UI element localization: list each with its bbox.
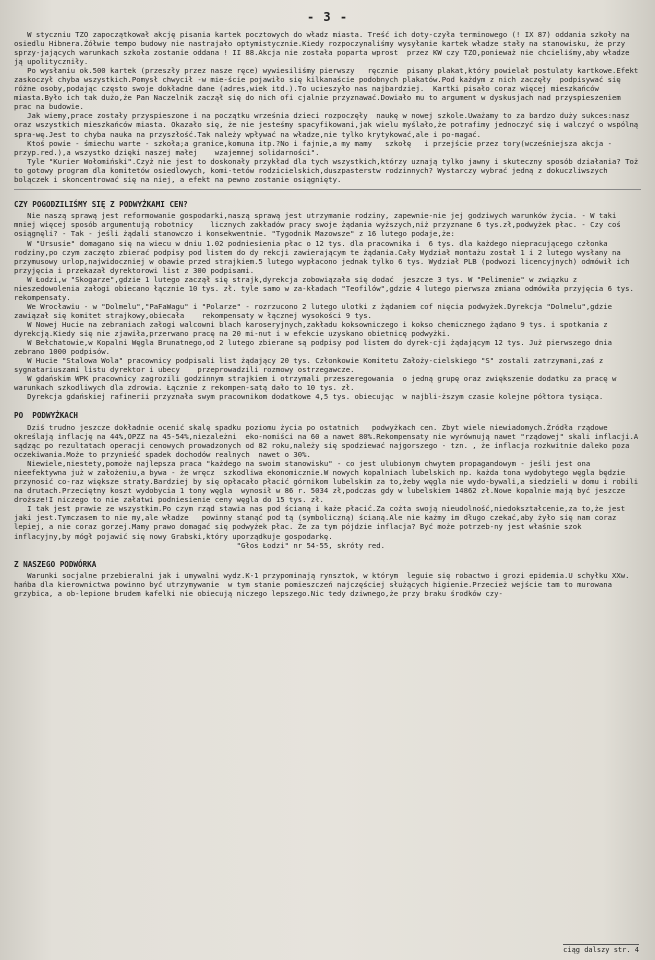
paragraph: Warunki socjalne przebieralni jak i umywalni wydz.K-1 przypominają rynsztok, w którym leguie się robactwo i grozi epidemia.U schyłku XXw. hańba dla kierownictwa powinno być utrzymywanie w tym stanie pomieszczeń najczęściej służących higienie.Przecież wejście tam to murowana grzybica, a ob-lepione brudem kafelki nie obiecują niczego lepszego.Nic tedy dziwnego,że przy braku środków czy- xyxy=(14,571,634,599)
paragraph: W Nowej Hucie na zebraniach załogi walcowni blach karoseryjnych,zakładu koksowniczego i kokso chemicznego żądano 9 tys. i spotkania z dyrekcją.Kiedy się nie zjawiła,przerwano pracę na 20 mi-nut i w efekcie uzyskano obietnicę podwyżki. xyxy=(14,319,613,338)
section-heading: CZY POGODZILIŚMY SIĘ Z PODWYŻKAMI CEN? xyxy=(14,199,188,209)
paragraph: I tak jest prawie ze wszystkim.Po czym rząd stawia nas pod ścianą i każe płacić.Za cożta swoją nieudolność,niedokształcenie,za to,że jest jaki jest.Tymczasem to nie my,ale władze powinny stanąć pod tą (symboliczną) ścianą.Ale nie każmy im długo czekać,aby żyło się nam coraz lepiej, a nie coraz gorzej.Mamy prawo domagać się podwyżek płac. Że za tym pójdzie inflacja? Być może potrzeb-ny jest właśnie szok inflacyjny,by mógł pojawić się nowy Grabski,który uporządkuje gospodarkę. xyxy=(14,504,630,541)
paragraph: We Wrocławiu - w "Dolmelu","PaFaWagu" i "Polarze" - rozrzucono 2 lutego ulotki z żądaniem cof nięcia podwyżek.Dyrekcja "Dolmelu",gdzie zawiązał się komitet strajkowy,obiecała rekompensaty w łącznej wysokości 9 tys. xyxy=(14,301,617,320)
paragraph: W Bełchatowie,w Kopalni Węgla Brunatnego,od 2 lutego zbierane są podpisy pod listem do dyrek-cji żądającym 12 tys. Już pierwszego dnia zebrano 1000 podpisów. xyxy=(14,338,617,357)
paragraph: Dziś trudno jeszcze dokładnie ocenić skalę spadku poziomu życia po ostatnich podwyżkach cen. Zbyt wiele niewiadomych.Źródła rządowe określają inflację na 44%,OPZZ na 45-54%,niezależni eko-nomiści na 60 a nawet 80%.Rekompensaty nie wyrównują nawet "rządowej" skali inflacji.A sądząc po rezultatach operacji cenowych prowadzonych od 82 roku,należy się spodziewać najgorszego - tzn. , że inflacja rozkwitnie daleko poza oczekiwania.Może to przynieść spadek dochodów realnych nawet o 30%. xyxy=(14,422,643,460)
paragraph: Ktoś powie - śmiechu warte - szkoła;a granice,komuna itp.?No i fajnie,a my mamy szkołę i przejście przez tory(wcześniejsza akcja - przyp.red.),a wszystko dzięki naszej małej wzajemnej solidarności". xyxy=(14,138,617,157)
paragraph: W gdańskim WPK pracownicy zagrozili godzinnym strajkiem i otrzymali przeszeregowania o jedną grupę oraz zwiększenie dodatku za pracę w warunkach szkodliwych dla zdrowia. Łącznie z rekompen-satą dało to 10 tys. zł. xyxy=(14,374,621,393)
section-heading: Z NASZEGO PODWÓRKA xyxy=(14,559,97,569)
paragraph: Dyrekcja gdańskiej rafinerii przyznała swym pracownikom dodatkowe 4,5 tys. obiecując w najbli-ższym czasie kolejne półtora tysiąca. xyxy=(14,392,604,402)
section-after-raises xyxy=(14,411,641,549)
section-divider xyxy=(14,189,641,190)
section-price-raises xyxy=(14,200,641,402)
paragraph: Nie naszą sprawą jest reformowanie gospodarki,naszą sprawą jest utrzymanie rodziny, zapewnie-nie jej godziwych warunków życia. - W taki mniej więcej sposób argumentują robotnicy licznych zakładów pracy swoje żądania wyższych,niż przyznane 6 tys.zł,podwyżek płac. - Czy coś osiągnęli? - Tak - jeśli żądali stanowczo i konsekwentnie. "Tygodnik Mazowsze" z 16 lutego podaje,że: xyxy=(14,211,626,239)
source-attribution: "Głos Łodzi" nr 54-55, skróty red. xyxy=(14,540,386,550)
intro-article xyxy=(14,30,641,184)
paragraph: Tyle "Kurier Wołomiński".Czyż nie jest to doskonały przykład dla tych wszystkich,którzy uznają tylko jawny i skuteczny sposób działania? Toż to gotowy program dla komitetów osiedlowych, komi-tetów rodzicielskich,duszpasterstw rodzinnych? Wystarczy wybrać jedną z dokuczliwszych bolączek i skoncentrować się na niej, a efekt na pewno zostanie osiągnięty. xyxy=(14,156,643,184)
paragraph: W styczniu TZO zapoczątkował akcję pisania kartek pocztowych do władz miasta. Treść ich doty-czyła terminowego (! IX 87) oddania szkoły na osiedlu Hibnera.Żółwie tempo budowy nie nastrajało optymistycznie.Kiedy rozpoczynaliśmy wysyłanie kartek władze stały na stanowisku, że przy sprzy-jających warunkach szkoła zostanie oddana ! II 88.Akcja nie została poparta wprost przez KW czy TZO,ponieważ nie chcieliśmy,aby władze ją upolityczniły. xyxy=(14,30,634,67)
section-heading: PO PODWYŻKACH xyxy=(14,411,79,421)
paragraph: Po wysłaniu ok.500 kartek (przeszły przez nasze ręce) wywiesiliśmy pierwszy ręcznie pisany plakat,który powielał postulaty kartkowe.Efekt zaskoczył chyba wszystkich.Pomysł chwycił -w mie-ście pojawiło się kilkanaście podobnych plakatów.Pod każdym z nich zaczęły podpisywać się różne osoby,podając często swoje dokładne dane (adres,wiek itd.).To ucieszyło nas najbardziej. Kartki pisało coraz więcej mieszkańców miasta.Było ich tak dużo,że Pan Naczelnik zaczął się do nich ofi cjalnie przyznawać.Dowiało mu to argument w dyskusjach nad przyspieszeniem prac na budowie. xyxy=(14,66,643,112)
continuation-note: ciąg dalszy str. 4 xyxy=(563,946,639,954)
paragraph: W "Ursusie" domagano się na wiecu w dniu 1.02 podniesienia płac o 12 tys. dla pracownika i 6 tys. dla każdego niepracującego członka rodziny,po czym zaczęto zbierać podpisy pod listem do dy rekcji zawierającym te żądania.Cały Wydział montażu został 1 i 2 lutego wysłany na przymusowy urlop,najwidoczniej w obawie przed strajkiem.5 lutego wypłacono jednak tylko 6 tys. Wydział PLB (podwozi licencyjnych) odmówił ich przyjęcia i przekazał dyrektorowi list z 300 podpisami. xyxy=(14,238,634,275)
paragraph: W Łodzi,w "Skogarze",gdzie 1 lutego zaczął się strajk,dyrekcja zobowiązała się dodać jeszcze 3 tys. W "Pelimenie" w związku z nieszedowolenia załogi obiecano łącznie 10 tys. zł. tyle samo w za-kładach "Teofilów",gdzie 4 lutego pierwsza zmiana odmówiła przyjęcia 6 tys. rekompensaty. xyxy=(14,274,639,302)
page-number: - 3 - xyxy=(306,10,349,24)
paragraph: W Hucie "Stalowa Wola" pracownicy podpisali list żądający 20 tys. Członkowie Komitetu Założy-cielskiego "S" zostali zatrzymani,zaś z sygnatariuszami listu dyrektor i ubecy przeprowadzili rozmowy ostrzegawcze. xyxy=(14,356,608,375)
paragraph: Jak wiemy,prace zostały przyspieszone i na początku września dzieci rozpoczęły naukę w nowej szkole.Uważamy to za bardzo duży sukces:nasz oraz wszystkich mieszkańców miasta. Okazało się, że nie jesteśmy spacyfikowani,jak wielu myślało,że potrafimy jednoczyć się i walczyć o wspólną spra-wę.Jest to chyba nauka na przyszłość.Tak należy wpływać na władze,nie tylko krytykować,ale i po-magać. xyxy=(14,111,643,139)
section-our-yard xyxy=(14,560,641,599)
paragraph: Niewiele,niestety,pomoże najlepsza praca "każdego na swoim stanowisku" - co jest ulubionym chwytem propagandowym - jeśli jest ona nieefektywna już w założeniu,a bywa - że wręcz szkodliwa ekonomicznie.W nowych kopalniach lubelskich np. każda tona wydobytego węgla będzie przynosić co-raz większe straty.Bardziej by się opłacało płacić górnikom lubelskim za to,żeby węgla nie wydo-bywali,a siedzieli w domu i robili na drutach.Przeciętny koszt wydobycia 1 tony węgla wynosił w 86 r. 5034 zł,podczas gdy w lubelskiem 14862 zł.Nowe kopalnie mają być jeszcze droższe!I niczego to nie załatwi podniesienie ceny węgla do 15 tys. zł. xyxy=(14,459,643,505)
